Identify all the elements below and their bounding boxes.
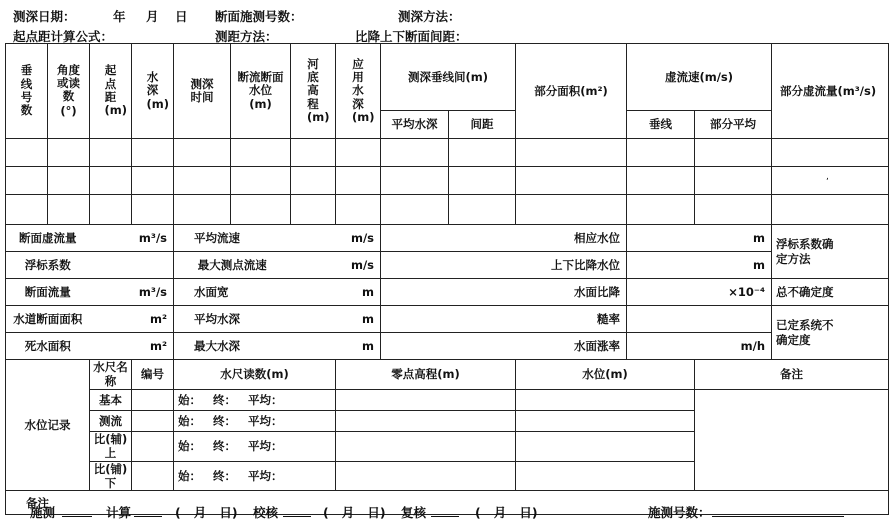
distance-method-label: 测距方法： [215,29,278,44]
col-vel-vertical: 垂线 [627,111,695,139]
col-angle: 角度或读数 (°) [48,44,90,139]
check-date: ( 月 日) [323,505,386,520]
remark-label: 备注 [6,491,889,515]
gauge-section-label: 水位记录 [6,360,90,491]
col-bed-elevation: 河底高程(m) [291,44,336,139]
col-spacing: 间距 [449,111,516,139]
check-label: 校核 [253,505,279,520]
gauge-row: 比(铺)下 始： 终： 平均： [6,461,889,491]
section-no-label: 断面施测号数： [215,9,303,24]
summary-row: 水道断面面积 m² 平均水深 m 糙率 已定系统不确定度 [6,306,889,333]
summary-row: 死水面积 m² 最大水深 m 水面涨率 m/h [6,333,889,360]
col-vertical-no: 垂线号数 [6,44,48,139]
summary-row: 浮标系数 最大测点流速 m/s 上下比降水位 m [6,252,889,279]
col-between-verticals: 测深垂线间(m) [381,44,516,111]
col-applied-depth: 应用水深(m) [336,44,381,139]
table-row [6,139,889,167]
year-label: 年 [113,9,126,24]
measure-blank[interactable] [62,503,92,517]
col-avg-depth: 平均水深 [381,111,449,139]
section-no-footer-label: 施测号数： [648,505,711,520]
method-label: 测深方法： [398,9,461,24]
col-depth: 水深(m) [132,44,174,139]
gauge-row: 基本 始： 终： 平均： [6,389,889,410]
summary-row: 断面流量 m³/s 水面宽 m 水面比降 ×10⁻⁴ 总不确定度 [6,279,889,306]
measure-label: 施测 [30,505,56,520]
gauge-row: 测流 始： 终： 平均： [6,410,889,431]
recheck-label: 复核 [401,505,427,520]
start-formula-label: 起点距计算公式： [13,29,114,44]
measurement-form [5,43,889,515]
calc-date: ( 月 日) [175,505,238,520]
summary-row: 断面虚流量 m³/s 平均流速 m/s 相应水位 m 浮标系数确定方法 [6,225,889,252]
col-water-level: 断流断面水位 (m) [231,44,291,139]
gauge-row: 比(辅)上 始： 终： 平均： [6,431,889,461]
calc-label: 计算 [106,505,132,520]
col-part-area: 部分面积(m²) [516,44,627,139]
stray-mark: , [826,172,829,182]
month-label: 月 [146,9,159,24]
recheck-date: ( 月 日) [475,505,538,520]
day-label: 日 [175,9,188,24]
col-vel-part-avg: 部分平均 [695,111,772,139]
col-velocity: 虚流速(m/s) [627,44,772,111]
table-row [6,167,889,195]
col-part-flow: 部分虚流量(m³/s) [772,44,889,139]
date-label: 测深日期： [13,9,76,24]
col-time: 测深时间 [174,44,231,139]
col-start-distance: 起点距(m) [90,44,132,139]
slope-label: 比降上下断面间距： [355,29,468,44]
gauge-header-row: 水位记录 水尺名称 编号 水尺读数(m) 零点高程(m) 水位(m) 备注 [6,360,889,390]
table-row [6,195,889,225]
